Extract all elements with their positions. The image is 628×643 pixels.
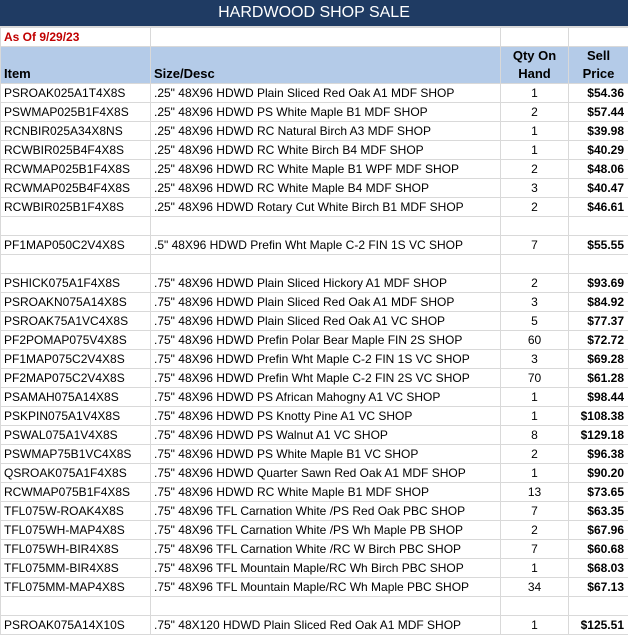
table-row [1,274,628,293]
qty-cell[interactable]: 7 [501,236,569,255]
item-cell[interactable]: PSWAL075A1V4X8S [1,426,151,445]
item-cell[interactable]: TFL075WH-MAP4X8S [1,521,151,540]
qty-cell[interactable]: 13 [501,483,569,502]
item-cell[interactable]: PSROAK025A1T4X8S [1,84,151,103]
empty-cell[interactable] [569,255,628,274]
qty-cell[interactable]: 1 [501,464,569,483]
desc-cell[interactable]: .75" 48X96 TFL Carnation White /RC W Birch PBC SHOP [151,540,501,559]
desc-cell[interactable]: .75" 48X96 HDWD PS Knotty Pine A1 VC SHOP [151,407,501,426]
item-cell[interactable]: PF1MAP050C2V4X8S [1,236,151,255]
qty-cell[interactable]: 2 [501,103,569,122]
item-cell[interactable]: RCNBIR025A34X8NS [1,122,151,141]
qty-cell[interactable]: 8 [501,426,569,445]
table-row [1,502,628,521]
blank-row [1,597,628,616]
desc-cell[interactable]: .5" 48X96 HDWD Prefin Wht Maple C-2 FIN 1S VC SHOP [151,236,501,255]
empty-cell[interactable] [501,255,569,274]
item-cell[interactable]: RCWMAP075B1F4X8S [1,483,151,502]
item-cell[interactable]: PSROAK75A1VC4X8S [1,312,151,331]
table-row [1,426,628,445]
price-cell[interactable]: $54.36 [569,84,628,103]
price-cell[interactable]: $48.06 [569,160,628,179]
price-cell[interactable]: $60.68 [569,540,628,559]
header-item-label: Item [4,66,31,81]
price-cell[interactable]: $68.03 [569,559,628,578]
table-row [1,236,628,255]
price-cell[interactable]: $129.18 [569,426,628,445]
item-cell[interactable]: RCWBIR025B1F4X8S [1,198,151,217]
price-cell[interactable]: $77.37 [569,312,628,331]
table-row [1,388,628,407]
qty-cell[interactable]: 1 [501,141,569,160]
item-cell[interactable]: RCWBIR025B4F4X8S [1,141,151,160]
price-cell[interactable]: $39.98 [569,122,628,141]
desc-cell[interactable]: .75" 48X96 HDWD Plain Sliced Hickory A1 MDF SHOP [151,274,501,293]
as-of-date[interactable]: As Of 9/29/23 [1,28,151,47]
item-cell[interactable]: PF2POMAP075V4X8S [1,331,151,350]
desc-cell[interactable]: .25" 48X96 HDWD RC White Maple B1 WPF MDF SHOP [151,160,501,179]
item-cell[interactable]: TFL075WH-BIR4X8S [1,540,151,559]
table-row [1,445,628,464]
item-cell[interactable]: TFL075W-ROAK4X8S [1,502,151,521]
table-row [1,350,628,369]
qty-cell[interactable]: 1 [501,122,569,141]
qty-cell[interactable]: 1 [501,407,569,426]
desc-cell[interactable]: .75" 48X96 HDWD RC White Maple B1 MDF SHOP [151,483,501,502]
empty-cell[interactable] [151,28,501,47]
desc-cell[interactable]: .75" 48X96 HDWD PS African Mahogny A1 VC SHOP [151,388,501,407]
desc-cell[interactable]: .75" 48X96 HDWD PS White Maple B1 VC SHOP [151,445,501,464]
price-cell[interactable]: $67.96 [569,521,628,540]
desc-cell[interactable]: .75" 48X96 TFL Carnation White /PS Wh Maple PB SHOP [151,521,501,540]
desc-cell[interactable]: .75" 48X96 TFL Mountain Maple/RC Wh Maple PBC SHOP [151,578,501,597]
item-cell[interactable]: TFL075MM-BIR4X8S [1,559,151,578]
header-size[interactable] [151,47,501,84]
price-table [0,27,628,635]
price-cell[interactable]: $73.65 [569,483,628,502]
table-row [1,616,628,635]
header-price-line1: Sell [586,48,611,63]
qty-cell[interactable]: 2 [501,445,569,464]
desc-cell[interactable]: .75" 48X96 HDWD Quarter Sawn Red Oak A1 MDF SHOP [151,464,501,483]
empty-cell[interactable] [151,597,501,616]
header-price[interactable] [569,47,628,84]
item-cell[interactable]: PSAMAH075A14X8S [1,388,151,407]
item-cell[interactable]: QSROAK075A1F4X8S [1,464,151,483]
empty-cell[interactable] [501,597,569,616]
desc-cell[interactable]: .75" 48X96 HDWD Prefin Wht Maple C-2 FIN 2S VC SHOP [151,369,501,388]
table-row [1,521,628,540]
qty-cell[interactable]: 2 [501,198,569,217]
empty-cell[interactable] [1,597,151,616]
price-cell[interactable]: $98.44 [569,388,628,407]
qty-cell[interactable]: 1 [501,388,569,407]
qty-cell[interactable]: 2 [501,160,569,179]
table-row [1,84,628,103]
as-of-row [1,28,628,47]
table-row [1,464,628,483]
desc-cell[interactable]: .25" 48X96 HDWD Rotary Cut White Birch B1 MDF SHOP [151,198,501,217]
item-cell[interactable]: PF2MAP075C2V4X8S [1,369,151,388]
item-cell[interactable]: PSROAK075A14X10S [1,616,151,635]
price-cell[interactable]: $84.92 [569,293,628,312]
empty-cell[interactable] [501,28,569,47]
price-cell[interactable]: $108.38 [569,407,628,426]
desc-cell[interactable]: .75" 48X96 HDWD Plain Sliced Red Oak A1 MDF SHOP [151,293,501,312]
empty-cell[interactable] [569,217,628,236]
table-row [1,483,628,502]
table-row [1,331,628,350]
table-row [1,369,628,388]
price-cell[interactable]: $61.28 [569,369,628,388]
blank-row [1,255,628,274]
table-row [1,141,628,160]
qty-cell[interactable]: 70 [501,369,569,388]
desc-cell[interactable]: .25" 48X96 HDWD PS White Maple B1 MDF SHOP [151,103,501,122]
price-cell[interactable]: $69.28 [569,350,628,369]
table-row [1,540,628,559]
qty-cell[interactable]: 34 [501,578,569,597]
price-cell[interactable]: $40.47 [569,179,628,198]
item-cell[interactable]: PF1MAP075C2V4X8S [1,350,151,369]
price-cell[interactable]: $125.51 [569,616,628,635]
price-cell[interactable]: $90.20 [569,464,628,483]
price-cell[interactable]: $72.72 [569,331,628,350]
price-cell[interactable]: $96.38 [569,445,628,464]
table-row [1,122,628,141]
desc-cell[interactable]: .75" 48X96 HDWD Prefin Polar Bear Maple FIN 2S SHOP [151,331,501,350]
price-cell[interactable]: $46.61 [569,198,628,217]
table-row [1,198,628,217]
header-size-label: Size/Desc [154,66,215,81]
table-row [1,559,628,578]
desc-cell[interactable]: .25" 48X96 HDWD Plain Sliced Red Oak A1 MDF SHOP [151,84,501,103]
table-row [1,179,628,198]
qty-cell[interactable]: 3 [501,179,569,198]
sheet-title: HARDWOOD SHOP SALE [0,0,628,27]
blank-row [1,217,628,236]
qty-cell[interactable]: 5 [501,312,569,331]
empty-cell[interactable] [501,217,569,236]
header-item[interactable] [1,47,151,84]
empty-cell[interactable] [1,217,151,236]
desc-cell[interactable]: .25" 48X96 HDWD RC White Maple B4 MDF SHOP [151,179,501,198]
price-cell[interactable]: $40.29 [569,141,628,160]
empty-cell[interactable] [569,28,628,47]
item-cell[interactable]: PSWMAP75B1VC4X8S [1,445,151,464]
header-row [1,47,628,84]
price-cell[interactable]: $57.44 [569,103,628,122]
header-qty-line1: Qty On [512,48,557,63]
qty-cell[interactable]: 7 [501,502,569,521]
header-qty[interactable] [501,47,569,84]
desc-cell[interactable]: .75" 48X96 HDWD Plain Sliced Red Oak A1 VC SHOP [151,312,501,331]
desc-cell[interactable]: .75" 48X96 TFL Mountain Maple/RC Wh Birch PBC SHOP [151,559,501,578]
item-cell[interactable]: PSHICK075A1F4X8S [1,274,151,293]
table-row [1,407,628,426]
desc-cell[interactable]: .75" 48X96 HDWD PS Walnut A1 VC SHOP [151,426,501,445]
qty-cell[interactable]: 1 [501,559,569,578]
header-price-line2: Price [582,66,615,81]
empty-cell[interactable] [151,255,501,274]
qty-cell[interactable]: 1 [501,616,569,635]
qty-cell[interactable]: 3 [501,293,569,312]
empty-cell[interactable] [151,217,501,236]
qty-cell[interactable]: 1 [501,84,569,103]
qty-cell[interactable]: 60 [501,331,569,350]
empty-cell[interactable] [1,255,151,274]
empty-cell[interactable] [569,597,628,616]
table-row [1,293,628,312]
table-row [1,160,628,179]
item-cell[interactable]: PSWMAP025B1F4X8S [1,103,151,122]
item-cell[interactable]: RCWMAP025B4F4X8S [1,179,151,198]
table-row [1,578,628,597]
table-row [1,312,628,331]
item-cell[interactable]: PSROAKN075A14X8S [1,293,151,312]
desc-cell[interactable]: .75" 48X96 HDWD Prefin Wht Maple C-2 FIN 1S VC SHOP [151,350,501,369]
header-qty-line2: Hand [518,66,551,81]
desc-cell[interactable]: .75" 48X96 TFL Carnation White /PS Red Oak PBC SHOP [151,502,501,521]
price-cell[interactable]: $55.55 [569,236,628,255]
price-cell[interactable]: $63.35 [569,502,628,521]
price-cell[interactable]: $67.13 [569,578,628,597]
item-cell[interactable]: RCWMAP025B1F4X8S [1,160,151,179]
qty-cell[interactable]: 2 [501,521,569,540]
qty-cell[interactable]: 3 [501,350,569,369]
qty-cell[interactable]: 7 [501,540,569,559]
desc-cell[interactable]: .25" 48X96 HDWD RC White Birch B4 MDF SHOP [151,141,501,160]
desc-cell[interactable]: .75" 48X120 HDWD Plain Sliced Red Oak A1 MDF SHOP [151,616,501,635]
table-row [1,103,628,122]
item-cell[interactable]: TFL075MM-MAP4X8S [1,578,151,597]
qty-cell[interactable]: 2 [501,274,569,293]
price-cell[interactable]: $93.69 [569,274,628,293]
item-cell[interactable]: PSKPIN075A1V4X8S [1,407,151,426]
desc-cell[interactable]: .25" 48X96 HDWD RC Natural Birch A3 MDF SHOP [151,122,501,141]
